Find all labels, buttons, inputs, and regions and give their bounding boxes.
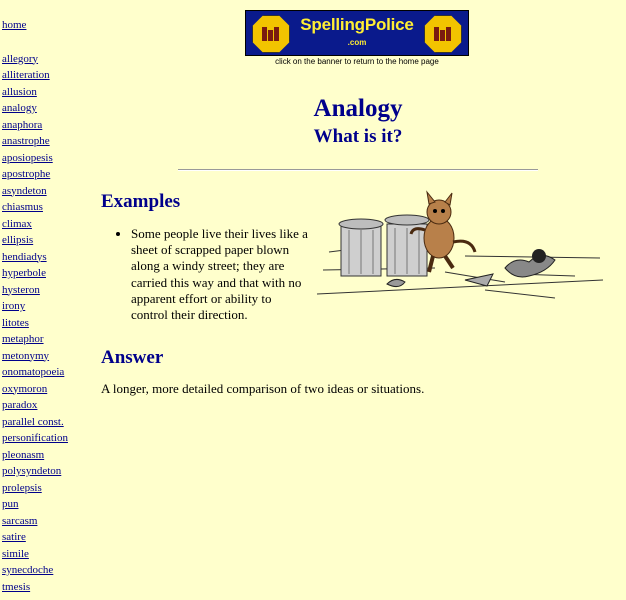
sidebar-item-link[interactable]: climax [2,217,32,230]
sidebar-item-link[interactable]: personification [2,432,68,444]
sidebar-item-link[interactable]: asyndeton [2,184,47,197]
sidebar-item-link[interactable]: sarcasm [2,514,38,527]
sidebar-item-link[interactable]: oxymoron [2,382,48,395]
answer-text: A longer, more detailed comparison of two ideas or situations. [101,381,425,396]
book-badge-icon [424,15,462,53]
sidebar-item-link[interactable]: allusion [2,85,37,98]
examples-list [131,226,311,323]
sidebar-item-link[interactable]: onomatopoeia [2,366,65,378]
trash-can-icon [385,215,429,276]
sidebar-item-link[interactable]: prolepsis [2,481,42,494]
book-badge-icon [252,15,290,53]
example-item: • Some people live their lives like a sheet of scrapped paper blown along a windy street; they are carried this way and that with no apparent effort or ability to control their direction. [131,226,311,323]
sidebar-item-link[interactable]: chiasmus [2,201,43,213]
main-content [100,0,626,600]
sidebar-item-link[interactable]: litotes [2,316,29,329]
sidebar-item-link[interactable]: metaphor [2,333,44,345]
banner-logo-sub: .com [347,38,367,47]
page-subtitle: What is it? [313,126,403,147]
sidebar-item-link[interactable]: hyperbole [2,267,46,279]
sidebar-item-link[interactable]: irony [2,300,26,312]
banner-logo-text: SpellingPolice [300,15,414,34]
sidebar-item-link[interactable]: pleonasm [2,448,45,461]
sidebar-item-link[interactable]: apostrophe [2,168,51,180]
sidebar-item-link[interactable]: polysyndeton [2,465,62,477]
sidebar-item-link[interactable]: tmesis [2,580,31,593]
sidebar-nav [2,17,97,595]
answer-heading: Answer [101,347,164,368]
sidebar-item-link[interactable]: simile [2,547,29,560]
sidebar-item-link[interactable]: synecdoche [2,564,54,576]
home-link[interactable]: home [2,19,27,31]
sidebar-item-link[interactable]: anastrophe [2,135,50,147]
sidebar-link-list [2,51,97,596]
sidebar-item-link[interactable]: parallel const. [2,415,64,428]
sidebar-item-link[interactable]: paradox [2,399,38,411]
sidebar-item-link[interactable]: hendiadys [2,250,47,263]
sidebar-item-link[interactable]: ellipsis [2,234,34,246]
trash-can-icon [339,219,383,276]
sidebar-item-link[interactable]: pun [2,498,19,510]
examples-heading: Examples [101,191,181,212]
sidebar-item-link[interactable]: metonymy [2,349,50,362]
sidebar-item-link[interactable]: hysteron [2,283,40,296]
sidebar-item-link[interactable]: allegory [2,52,39,65]
sidebar-item-link[interactable]: analogy [2,102,37,114]
page-title: Analogy [313,95,403,122]
sidebar-item-link[interactable]: aposiopesis [2,151,53,164]
sidebar-item-link[interactable]: anaphora [2,118,43,131]
sidebar-item-link[interactable]: satire [2,531,26,543]
sidebar-item-link[interactable]: alliteration [2,69,50,81]
cat-with-trash-cans-illustration [315,190,605,308]
banner-caption: click on the banner to return to the home page [275,57,439,66]
horizontal-divider [178,169,538,171]
spellingpolice-banner[interactable] [245,10,469,56]
